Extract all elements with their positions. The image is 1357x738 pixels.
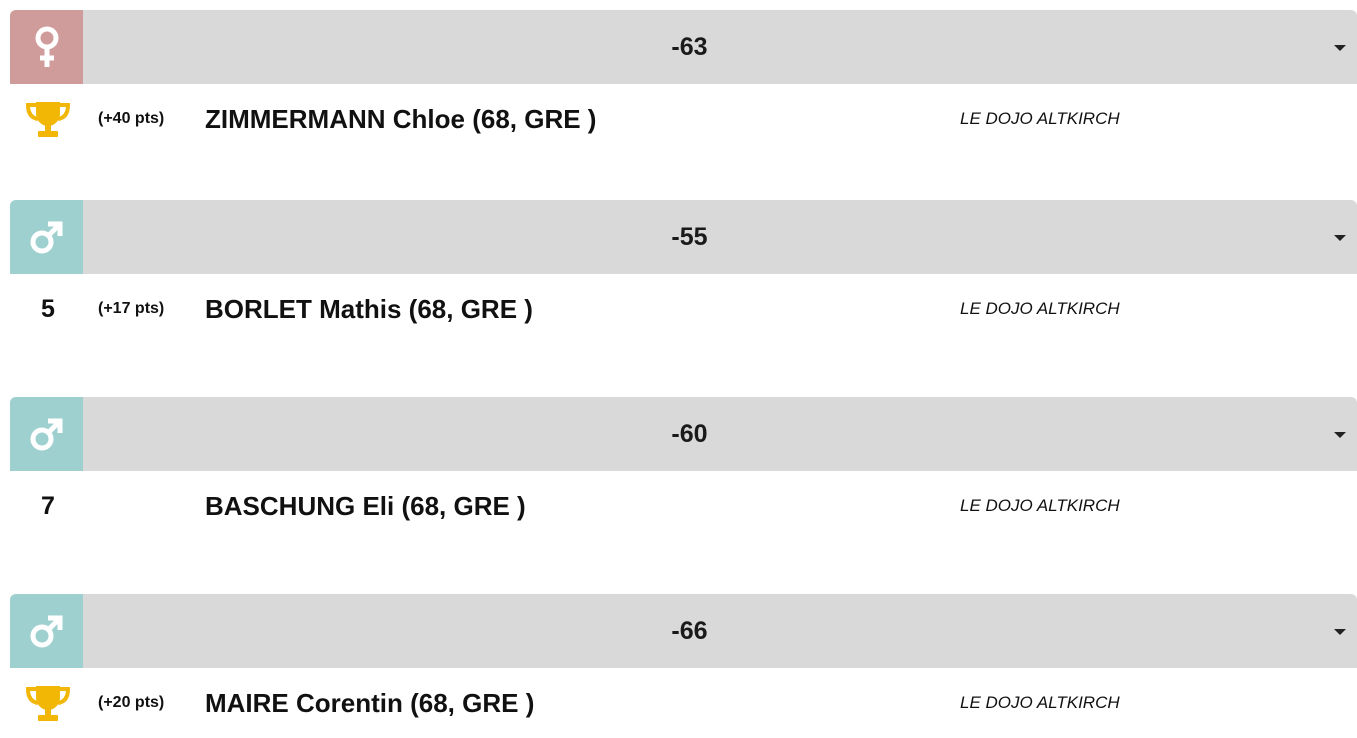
club-name: LE DOJO ALTKIRCH [960, 693, 1120, 712]
athlete-name[interactable]: BORLET Mathis (68, GRE ) [205, 294, 533, 324]
athlete-name[interactable]: ZIMMERMANN Chloe (68, GRE ) [205, 104, 597, 134]
points: (+20 pts) [98, 694, 165, 711]
category-label: -66 [671, 617, 708, 645]
result-row [10, 274, 1357, 344]
category-header[interactable] [10, 200, 1357, 274]
result-row [10, 668, 1357, 738]
points: (+17 pts) [98, 300, 165, 317]
category-group [10, 397, 1357, 541]
rank [24, 84, 72, 154]
category-label: -60 [671, 420, 708, 448]
result-row [10, 471, 1357, 541]
rank: 5 [41, 294, 55, 323]
chevron-down-icon[interactable] [1333, 43, 1347, 53]
athlete-name[interactable]: MAIRE Corentin (68, GRE ) [205, 688, 535, 718]
rank: 7 [41, 491, 55, 520]
chevron-down-icon[interactable] [1333, 233, 1347, 243]
category-header[interactable] [10, 397, 1357, 471]
club-name: LE DOJO ALTKIRCH [960, 109, 1120, 128]
club-name: LE DOJO ALTKIRCH [960, 496, 1120, 515]
club-name: LE DOJO ALTKIRCH [960, 299, 1120, 318]
chevron-down-icon[interactable] [1333, 627, 1347, 637]
points: (+40 pts) [98, 110, 165, 127]
trophy-icon [25, 683, 71, 723]
rank [24, 668, 72, 738]
category-header[interactable] [10, 10, 1357, 84]
athlete-name[interactable]: BASCHUNG Eli (68, GRE ) [205, 491, 526, 521]
trophy-icon [25, 99, 71, 139]
category-label: -55 [671, 223, 708, 251]
category-group [10, 594, 1357, 738]
category-group [10, 200, 1357, 344]
category-label: -63 [671, 33, 708, 61]
result-row [10, 84, 1357, 154]
category-header[interactable] [10, 594, 1357, 668]
category-group [10, 10, 1357, 154]
chevron-down-icon[interactable] [1333, 430, 1347, 440]
